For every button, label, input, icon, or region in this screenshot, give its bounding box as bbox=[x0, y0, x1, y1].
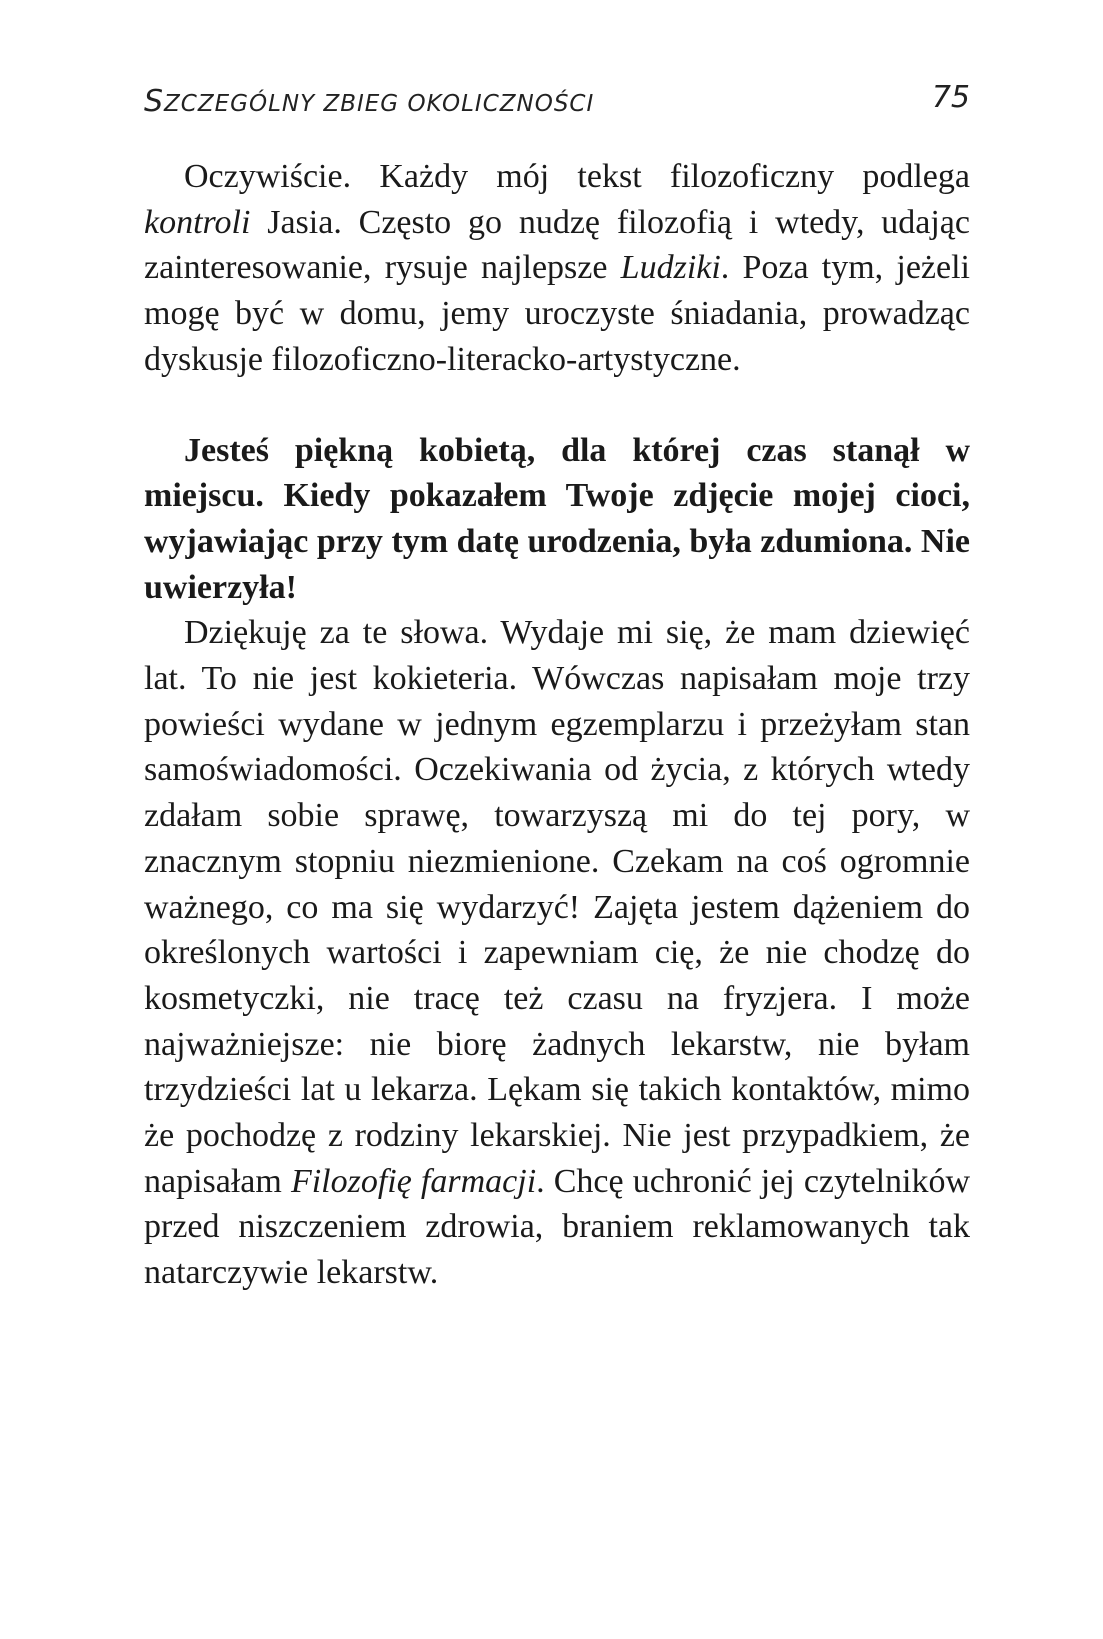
paragraph-intro-emphasis-1: kontroli bbox=[144, 203, 251, 241]
running-head bbox=[144, 80, 970, 124]
paragraph-intro-emphasis-2: Ludziki bbox=[620, 249, 721, 287]
page-number: 75 bbox=[931, 80, 970, 115]
interview-question: Jesteś piękną kobietą, dla której czas stanął w miejscu. Kiedy pokazałem Twoje zdjęcie mojej cioci, wyjawiając przy tym datę urodzenia, była zdumiona. Nie uwierzyła! bbox=[144, 431, 970, 606]
chapter-title-rest: ZCZEGÓLNY ZBIEG OKOLICZNOŚCI bbox=[164, 91, 595, 117]
chapter-title-initial: S bbox=[144, 84, 165, 119]
answer-part-1: Dziękuję za te słowa. Wydaje mi się, że mam dziewięć lat. To nie jest kokieteria. Wówczas napisałam moje trzy powieści wydane w jednym egzemplarzu i przeżyłam stan samoświadomości. Oczekiwania od życia, z których wtedy zdałam sobie sprawę, towarzyszą mi do tej pory, w znacznym stopniu niezmienione. Czekam na coś ogromnie ważnego, co ma się wydarzyć! Zajęta jestem dążeniem do określonych wartości i zapewniam cię, że nie chodzę do kosmetyczki, nie tracę też czasu na fryzjera. I może najważniejsze: nie biorę żadnych lekarstw, nie byłam trzydzieści lat u lekarza. Lękam się takich kontaktów, mimo że pochodzę z rodziny lekarskiej. Nie jest przypadkiem, że napisałam bbox=[144, 614, 970, 1200]
answer-book-title: Filozofię farmacji bbox=[290, 1162, 537, 1200]
paragraph-intro-part-3: . Poza tym, jeżeli mogę być w domu, jemy uroczyste śniadania, prowadząc dyskusje filozoficzno-literacko-artystyczne. bbox=[144, 249, 970, 378]
paragraph-intro-part-1: Oczywiście. Każdy mój tekst filozoficzny podlega bbox=[184, 158, 970, 195]
chapter-title bbox=[144, 84, 594, 119]
interview-answer bbox=[144, 610, 970, 1296]
paragraph-intro-part-2: Jasia. Często go nudzę filozofią i wtedy, udając zainteresowanie, rysuje najlepsze bbox=[144, 203, 970, 287]
answer-part-2: . Chcę uchronić jej czytelników przed niszczeniem zdrowia, braniem reklamowanych tak natarczywie lekarstw. bbox=[144, 1162, 971, 1292]
body-text bbox=[144, 154, 970, 1296]
paragraph-intro bbox=[144, 154, 970, 383]
